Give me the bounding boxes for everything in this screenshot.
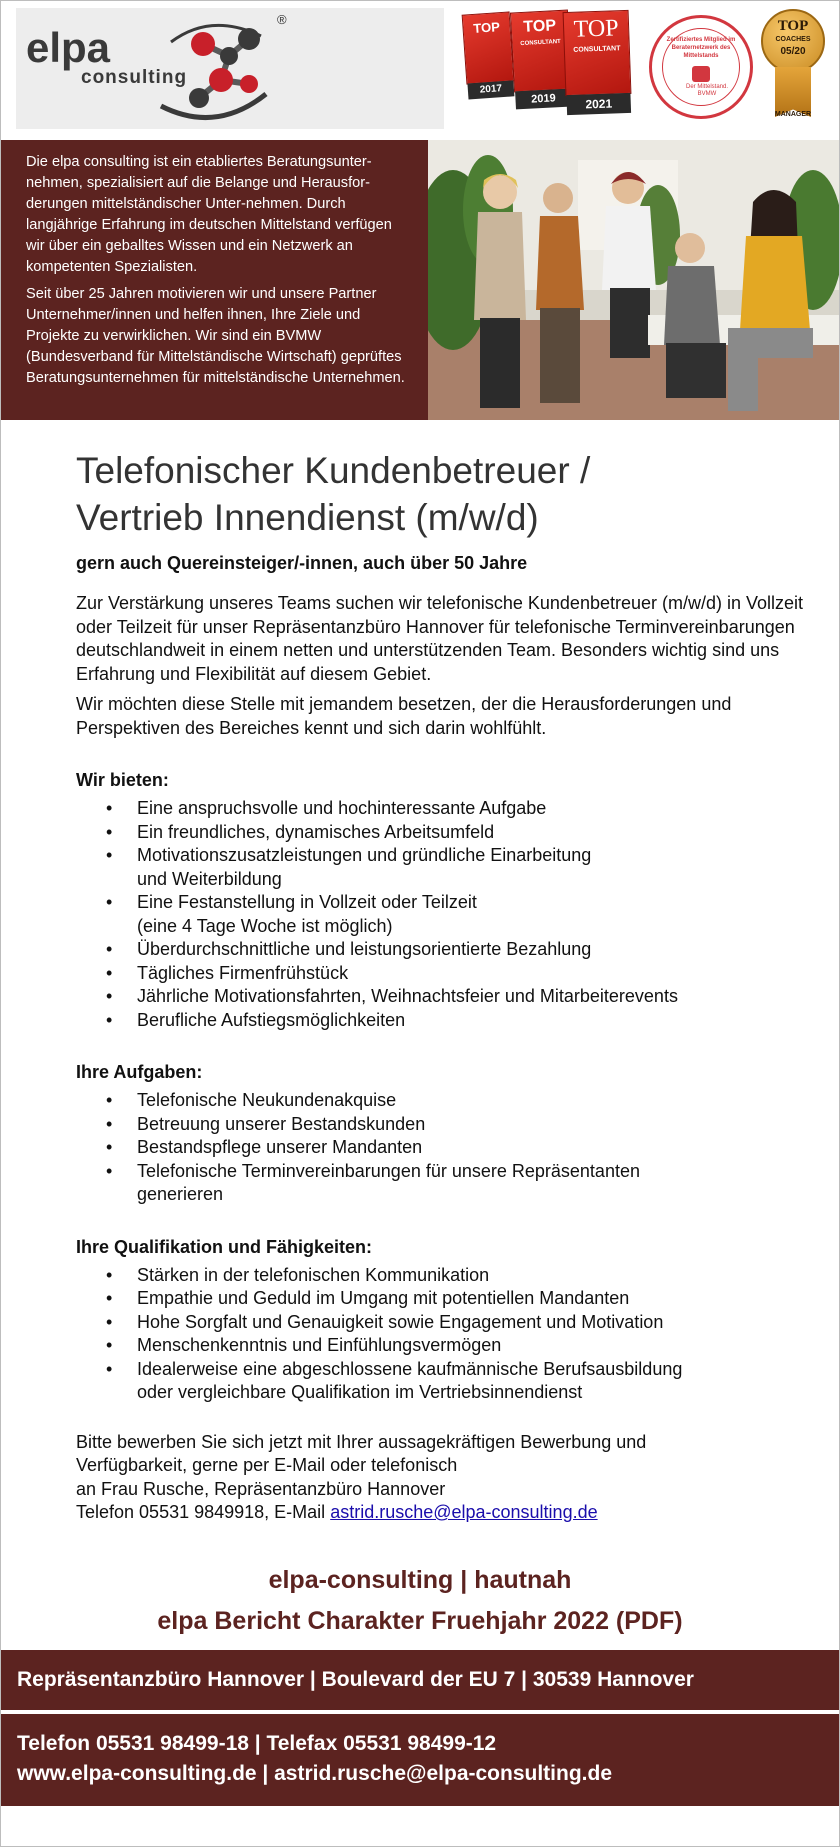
award-year: 2017 — [467, 80, 514, 99]
list-item: • Stärken in der telefonischen Kommunikation — [76, 1264, 816, 1288]
list-item: • Jährliche Motivationsfahrten, Weihnachtsfeier und Mitarbeiterevents — [76, 985, 816, 1009]
elpa-logo[interactable] — [16, 8, 444, 129]
list-item: • Eine anspruchsvolle und hochinteressante Aufgabe — [76, 797, 816, 821]
email-link[interactable]: astrid.rusche@elpa-consulting.de — [330, 1502, 598, 1522]
offer-list — [76, 797, 816, 1032]
intro-paragraph: Seit über 25 Jahren motivieren wir und unsere Partner Unternehmer/innen und helfen ihnen, Ihre Ziele und Projekte zu verwirklichen. Wir sind ein BVMW (Bundesverband für Mittelständische Wirtschaft) geprüftes Beratungsunternehmen für mittelständische Unternehmen. — [26, 286, 405, 386]
footer-contact-bar — [1, 1714, 839, 1806]
team-photo — [428, 140, 839, 420]
footer-phone: Telefon 05531 98499-18 | Telefax 05531 98499-12 — [17, 1732, 497, 1755]
bullet-icon: • — [106, 1358, 113, 1379]
bvmw-logo-icon — [692, 66, 710, 82]
list-item: • Hohe Sorgfalt und Genauigkeit sowie Engagement und Motivation — [76, 1311, 816, 1335]
footer-address-bar — [1, 1650, 839, 1710]
company-intro — [1, 140, 428, 420]
bvmw-seal — [649, 15, 753, 119]
bullet-icon: • — [106, 1335, 113, 1355]
bullet-icon: • — [106, 821, 113, 842]
qualification-heading: Ihre Qualifikation und Fähigkeiten: — [76, 1236, 373, 1257]
award-badge-2017: TOP 2017 — [462, 11, 515, 84]
bullet-icon: • — [106, 1160, 113, 1181]
list-item: • Empathie und Geduld im Umgang mit potentiellen Mandanten — [76, 1287, 816, 1311]
bullet-icon: • — [106, 986, 113, 1006]
list-item: • Tägliches Firmenfrühstück — [76, 962, 816, 986]
logo-subtitle: consulting — [81, 67, 188, 88]
list-item: • Menschenkenntnis und Einfühlungsvermögen — [76, 1334, 816, 1358]
list-item: • Telefonische Terminvereinbarungen für unsere Repräsentanten generieren — [106, 1160, 640, 1204]
bullet-icon: • — [106, 939, 113, 959]
job-intro-paragraph: Zur Verstärkung unseres Teams suchen wir telefonische Kundenbetreuer (m/w/d) in Vollzeit oder Teilzeit für unser Repräsentanzbüro Hannover für telefonische Terminvereinbarungen deutschlandweit in einem netten und unterstützenden Team. Besonders wichtig sind uns Erfahrung und Flexibilität auf diesem Gebiet. — [76, 593, 804, 684]
offer-heading: Wir bieten: — [76, 770, 169, 790]
list-item: • Eine Festanstellung in Vollzeit oder Teilzeit (eine 4 Tage Woche ist möglich) — [106, 892, 477, 936]
bullet-icon: • — [106, 1288, 113, 1308]
qualification-list — [76, 1264, 816, 1405]
tasks-heading: Ihre Aufgaben: — [76, 1062, 203, 1082]
list-item: • Betreuung unserer Bestandskunden — [76, 1113, 816, 1137]
bullet-icon: • — [106, 798, 113, 818]
tasks-list — [76, 1089, 816, 1207]
award-badge-2019: TOP CONSULTANT 2019 — [510, 10, 572, 93]
list-item: • Telefonische Neukundenakquise — [76, 1089, 816, 1113]
bullet-icon: • — [106, 1009, 113, 1030]
award-badge-2021: TOP CONSULTANT 2021 — [563, 10, 632, 96]
team-photo-illustration — [428, 140, 839, 420]
logo-wordmark: elpa — [26, 24, 111, 71]
footer-web[interactable]: www.elpa-consulting.de | astrid.rusche@elpa-consulting.de — [17, 1762, 612, 1785]
intro-paragraph: Die elpa consulting ist ein etabliertes Beratungsunter-nehmen, spezialisiert auf die Belange und Herausfor-derungen mittelständischer Unter-nehmen. Durch langjährige Erfahrung im deutschen Mittelstand verfügen wir über ein geballtes Wissen und ein Netzwerk an kompetenten Spezialisten. — [26, 154, 392, 275]
job-description — [76, 447, 816, 1525]
award-year: 2019 — [515, 88, 572, 109]
list-item: • Bestandspflege unserer Mandanten — [76, 1136, 816, 1160]
hautnah-link[interactable]: elpa-consulting | hautnah — [268, 1566, 572, 1594]
list-item: • Ein freundliches, dynamisches Arbeitsumfeld — [76, 821, 816, 845]
bullet-icon: • — [106, 1137, 113, 1157]
intro-band — [1, 140, 839, 420]
bullet-icon: • — [106, 1264, 113, 1285]
medal-ribbon-label: MANAGER — [774, 111, 812, 118]
bullet-icon: • — [106, 1113, 113, 1134]
job-title — [76, 447, 816, 541]
bullet-icon: • — [106, 1090, 113, 1110]
bullet-icon: • — [106, 1311, 113, 1332]
job-intro-paragraph: Wir möchten diese Stelle mit jemandem besetzen, der die Herausforderungen und Perspektiven des Bereiches kennt und sich darin wohlfühlt. — [76, 694, 732, 738]
application-contact: Bitte bewerben Sie sich jetzt mit Ihrer aussagekräftigen Bewerbung und Verfügbarkeit, gerne per E-Mail oder telefonisch an Frau Rusche, Repräsentanzbüro Hannover Telefon 05531 9849918, E-Mail astrid.rusche@elpa-consulting.de — [76, 1431, 647, 1522]
job-subtitle: gern auch Quereinsteiger/-innen, auch über 50 Jahre — [76, 553, 528, 573]
bullet-icon: • — [106, 962, 113, 983]
header — [1, 1, 839, 134]
list-item: • Motivationszusatzleistungen und gründliche Einarbeitung und Weiterbildung — [106, 845, 592, 889]
report-pdf-link[interactable]: elpa Bericht Charakter Fruehjahr 2022 (PDF) — [157, 1607, 683, 1635]
bullet-icon: • — [106, 845, 113, 865]
registered-mark: ® — [277, 12, 287, 27]
list-item: • Überdurchschnittliche und leistungsorientierte Bezahlung — [76, 938, 816, 962]
seal-ring-text: Zertifiziertes Mitglied im Beraternetzwerk des Mittelstands — [666, 37, 736, 59]
job-title-line: Telefonischer Kundenbetreuer / — [76, 450, 591, 491]
list-item: • Berufliche Aufstiegsmöglichkeiten — [76, 1009, 816, 1033]
list-item: • Idealerweise eine abgeschlossene kaufmännische Berufsausbildung oder vergleichbare Qualifikation im Vertriebsinnendienst — [106, 1358, 683, 1402]
seal-center-text: Der Mittelstand. BVMW — [685, 84, 728, 97]
top-coaches-medal: TOP COACHES 05/20 MANAGER — [761, 9, 825, 123]
award-year: 2021 — [566, 93, 631, 115]
footer-address: Repräsentanzbüro Hannover | Boulevard der EU 7 | 30539 Hannover — [17, 1668, 694, 1691]
bullet-icon: • — [106, 892, 113, 912]
job-title-line: Vertrieb Innendienst (m/w/d) — [76, 497, 539, 538]
